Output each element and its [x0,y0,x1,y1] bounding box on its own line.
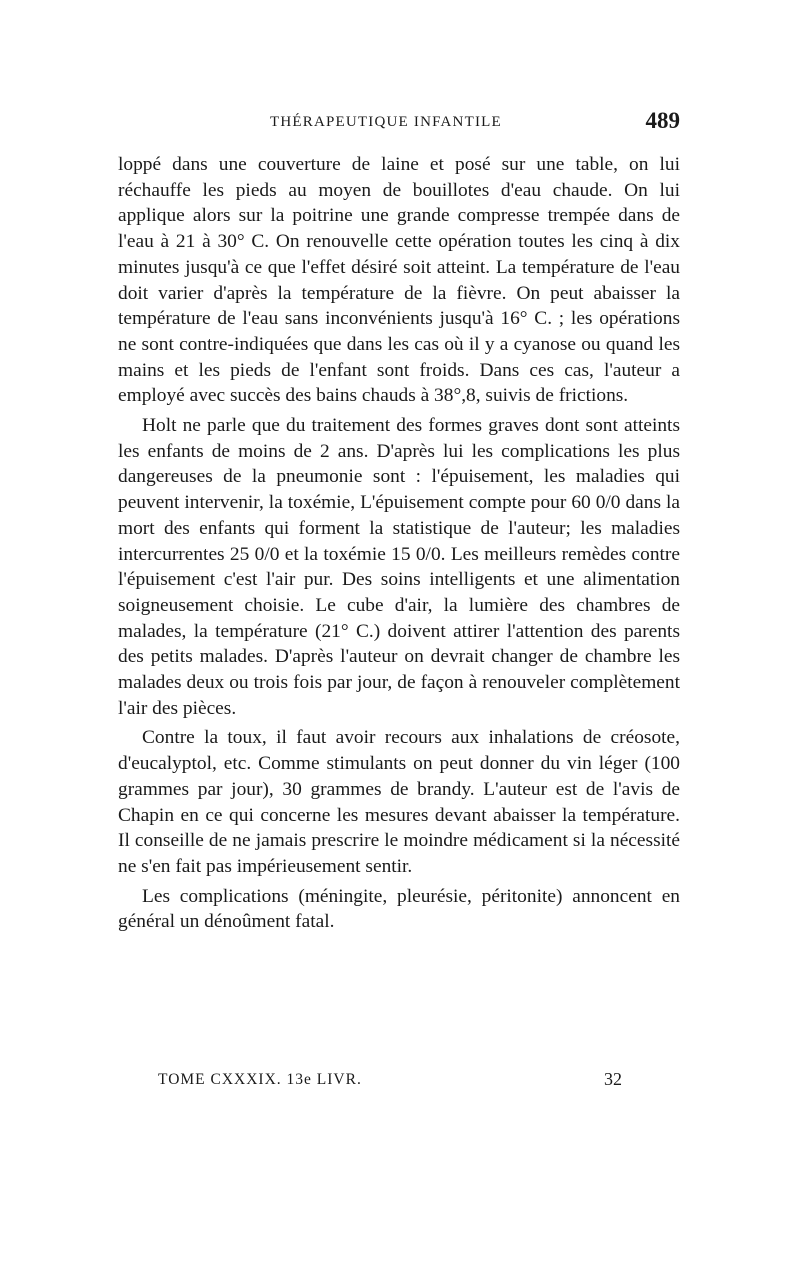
body-text [118,152,680,939]
page-header [118,108,680,142]
paragraph-holt: Holt ne parle que du traitement des formes graves dont sont atteints les enfants de moins de 2 ans. D'après lui les complications les plus dangereuses de la pneumonie sont : l'épuisement, les maladies qui peuvent intervenir, la toxémie, L'épuisement compte pour 60 0/0 dans la mort des enfants qui forment la statistique de l'auteur; les maladies intercurrentes 25 0/0 et la toxémie 15 0/0. Les meilleurs remèdes contre l'épuisement c'est l'air pur. Des soins intelligents et une alimentation soigneusement choisie. Le cube d'air, la lumière des chambres de malades, la température (21° C.) doivent attirer l'attention des parents des petits malades. D'après l'auteur on devrait changer de chambre les malades deux ou trois fois par jour, de façon à renouveler complètement l'air des pièces. [118,415,680,719]
book-page [118,108,680,1208]
page-footer [118,1071,680,1095]
page-number: 489 [645,108,680,133]
paragraph-toux: Contre la toux, il faut avoir recours aux inhalations de créosote, d'eucalyptol, etc. Comme stimulants on peut donner du vin léger (100 grammes par jour), 30 grammes de brandy. L'auteur est de l'avis de Chapin en ce qui concerne les mesures devant abaisser la température. Il conseille de ne jamais prescrire le moindre médicament si la nécessité ne s'en fait pas impérieusement sentir. [118,727,680,877]
paragraph-complications: Les complications (méningite, pleurésie, péritonite) annoncent en général un dénoûment fatal. [118,885,680,933]
sheet-number: 32 [604,1069,622,1089]
paragraph-continuation: loppé dans une couverture de laine et posé sur une table, on lui réchauffe les pieds au moyen de bouillotes d'eau chaude. On lui applique alors sur la poitrine une grande compresse trempée dans de l'eau à 21 à 30° C. On renouvelle cette opération toutes les cinq à dix minutes jusqu'à ce que l'effet désiré soit atteint. La température de l'eau doit varier d'après la température de la fièvre. On peut abaisser la température de l'eau sans inconvénients jusqu'à 16° C. ; les opérations ne sont contre-indiquées que dans les cas où il y a cyanose ou quand les mains et les pieds de l'enfant sont froids. Dans ces cas, l'auteur a employé avec succès des bains chauds à 38°,8, suivis de frictions. [118,154,680,407]
signature-mark: TOME CXXXIX. 13e LIVR. [158,1071,362,1088]
running-head: THÉRAPEUTIQUE INFANTILE [270,114,502,130]
